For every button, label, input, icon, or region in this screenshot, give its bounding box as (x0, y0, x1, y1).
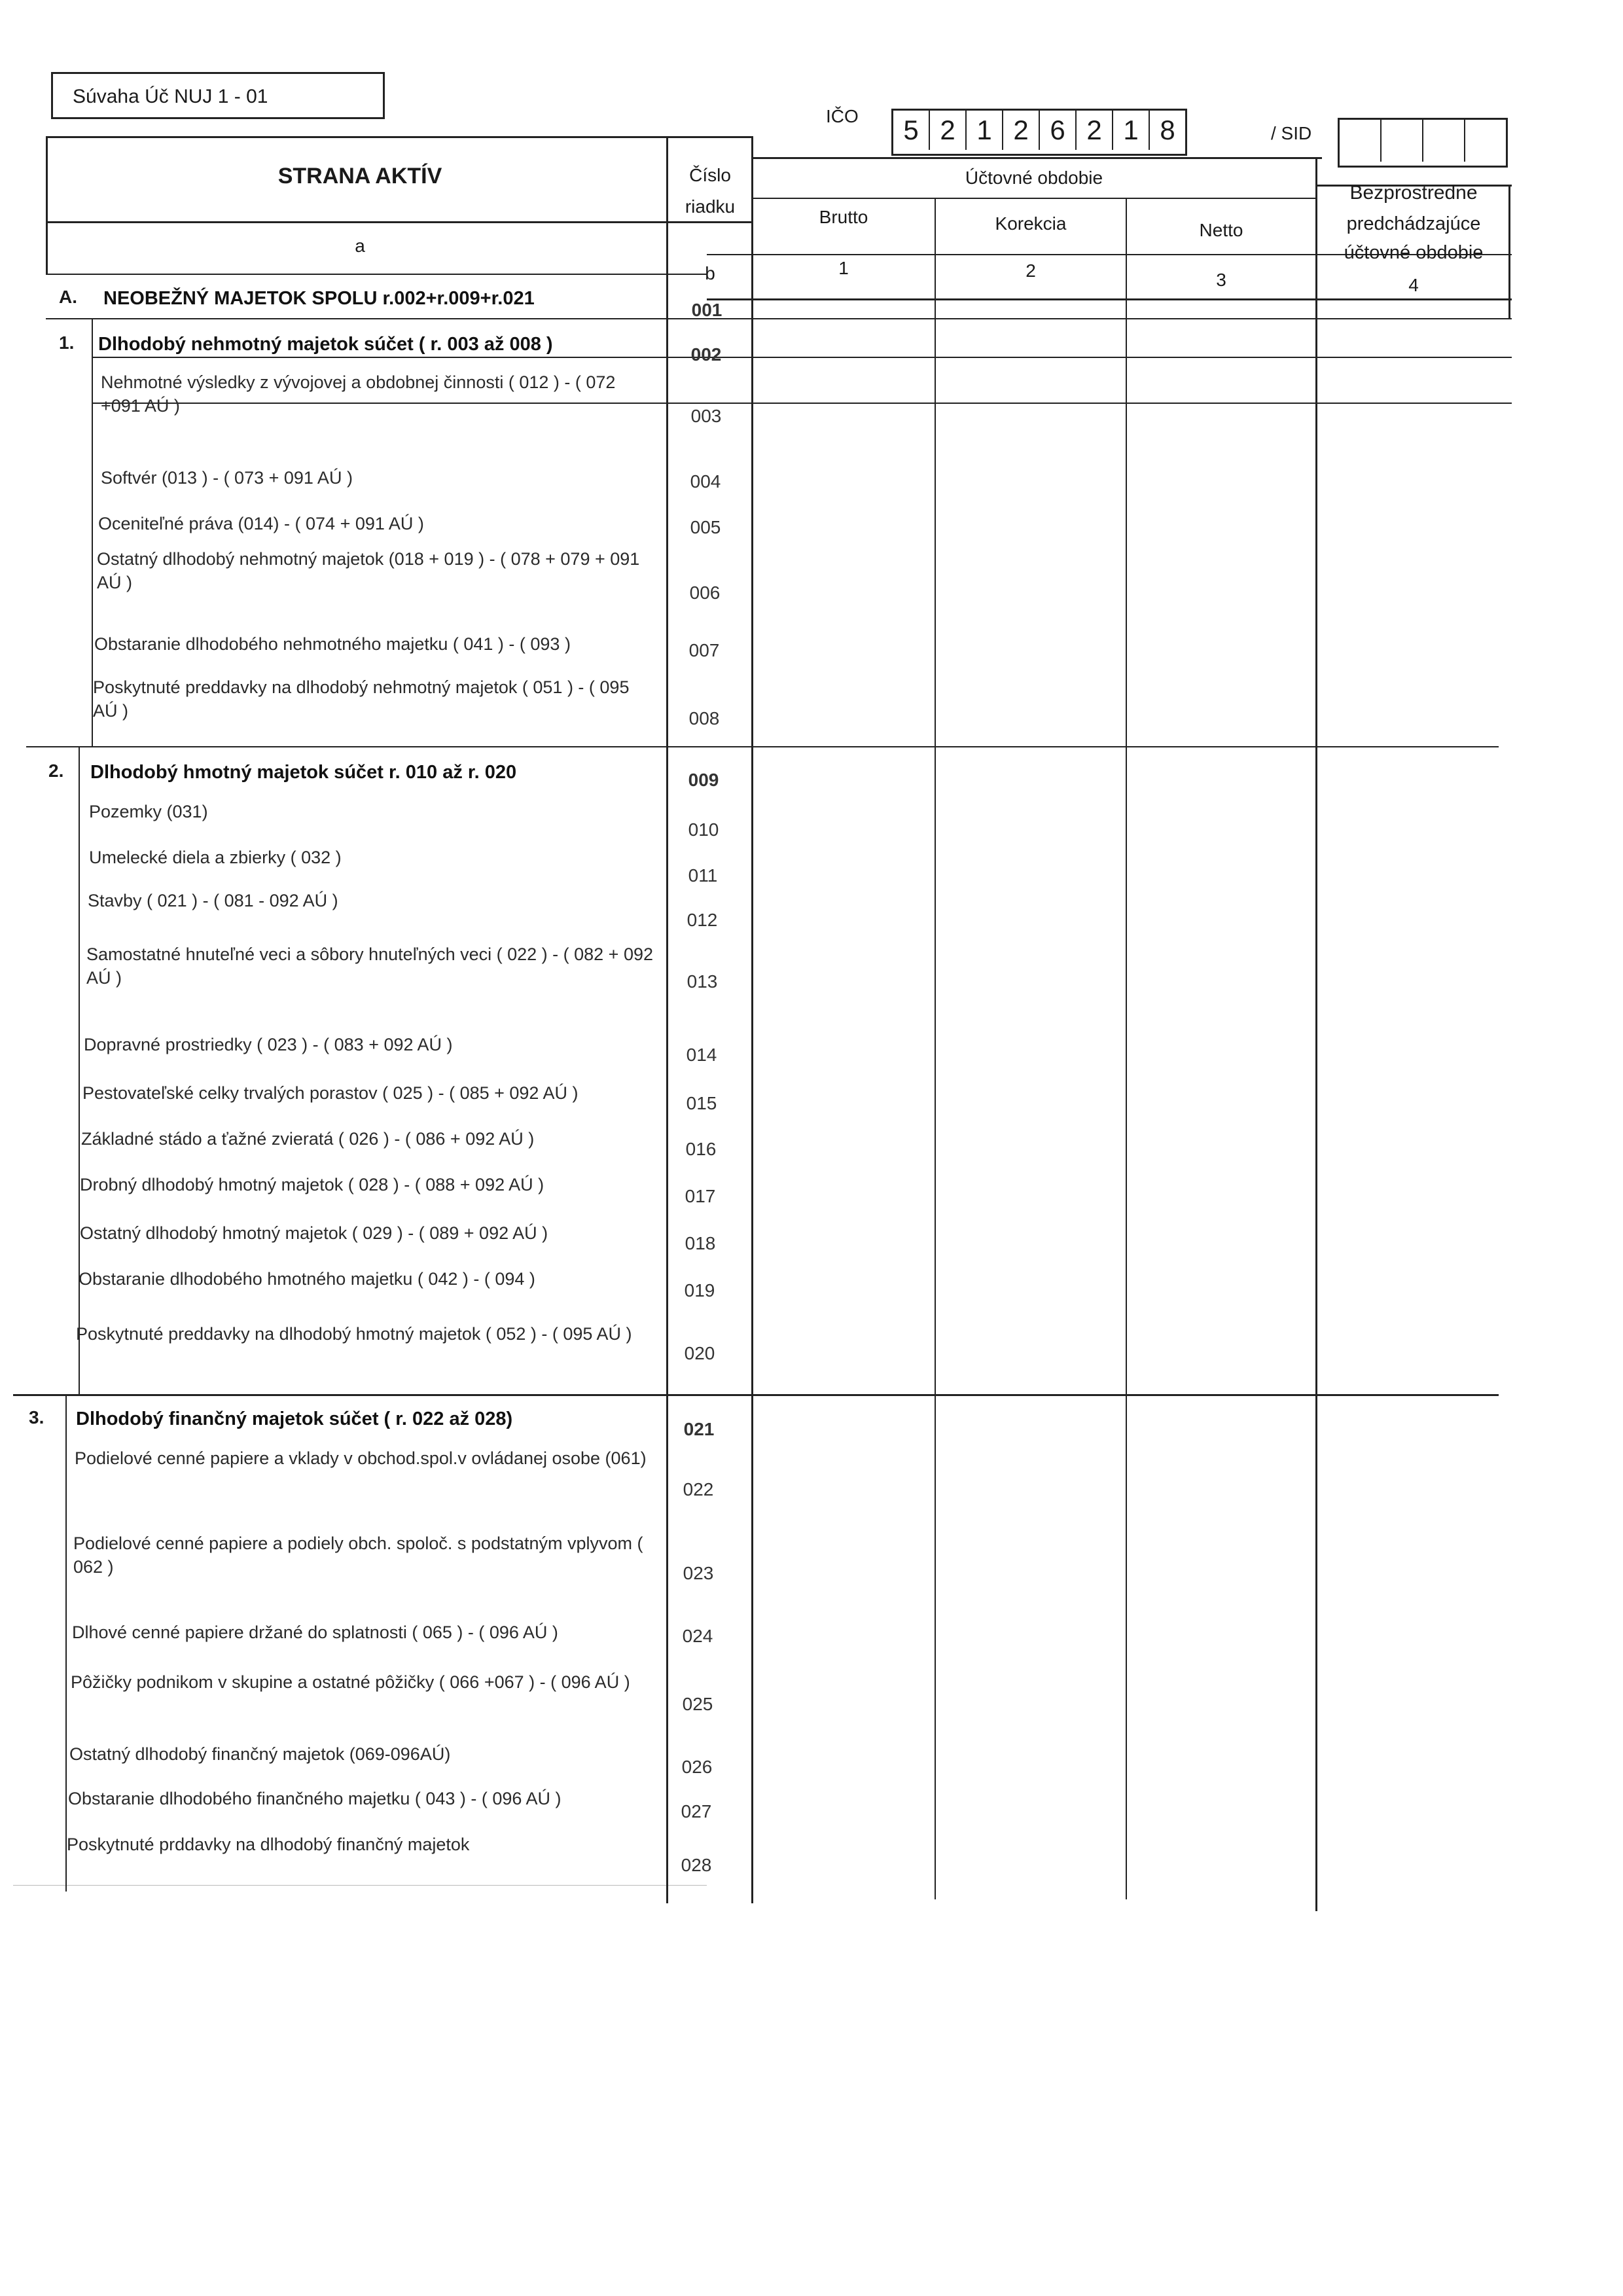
row-label: Poskytnuté prddavky na dlhodobý finančný majetok (67, 1835, 470, 1854)
row-label: Samostatné hnuteľné veci a sôbory hnuteľných veci ( 022 ) - ( 082 + 092 AÚ ) (86, 944, 654, 988)
row-number: 017 (685, 1186, 716, 1206)
row-label: Základné stádo a ťažné zvieratá ( 026 ) - ( 086 + 092 AÚ ) (81, 1129, 535, 1149)
ico-digit-box[interactable]: 1 (967, 111, 1003, 150)
row-number: 003 (690, 406, 722, 426)
row-label: Obstaranie dlhodobého nehmotného majetku ( 041 ) - ( 093 ) (94, 634, 571, 654)
row-label: NEOBEŽNÝ MAJETOK SPOLU r.002+r.009+r.021 (103, 288, 535, 309)
column-a-label: a (355, 236, 365, 256)
row-label: Stavby ( 021 ) - ( 081 - 092 AÚ ) (88, 891, 338, 910)
sid-label: / SID (1271, 123, 1312, 143)
ico-digit-box[interactable]: 2 (1077, 111, 1113, 150)
column-3-index: 3 (1216, 270, 1226, 290)
row-number: 026 (681, 1757, 713, 1777)
row-label: Poskytnuté preddavky na dlhodobý nehmotný majetok ( 051 ) - ( 095 AÚ ) (93, 677, 630, 721)
ico-digit-box[interactable]: 2 (1003, 111, 1040, 150)
row-number: 014 (686, 1045, 717, 1065)
row-number: 025 (682, 1694, 713, 1714)
row-number: 016 (685, 1139, 717, 1159)
row-label: Obstaranie dlhodobého hmotného majetku ( 042 ) - ( 094 ) (79, 1269, 535, 1289)
netto-header: Netto (1199, 220, 1243, 240)
row-number: 002 (690, 344, 722, 365)
sid-box[interactable] (1465, 120, 1506, 162)
row-label: Ostatný dlhodobý finančný majetok (069-096AÚ) (69, 1744, 451, 1764)
row-label: Ostatný dlhodobý hmotný majetok ( 029 ) - ( 089 + 092 AÚ ) (80, 1223, 548, 1243)
form-identifier: Súvaha Úč NUJ 1 - 01 (51, 72, 385, 119)
row-label: Softvér (013 ) - ( 073 + 091 AÚ ) (101, 468, 353, 488)
row-number: 007 (688, 640, 720, 660)
sid-box[interactable] (1382, 120, 1423, 162)
column-number-title-2: riadku (685, 196, 736, 217)
row-label: Umelecké diela a zbierky ( 032 ) (89, 848, 342, 867)
row-number: 018 (685, 1233, 716, 1253)
row-code: 3. (29, 1407, 45, 1427)
row-label: Pestovateľské celky trvalých porastov ( 025 ) - ( 085 + 092 AÚ ) (82, 1083, 579, 1103)
row-label: Drobný dlhodobý hmotný majetok ( 028 ) - ( 088 + 092 AÚ ) (80, 1175, 544, 1194)
row-label: Dlhodobý finančný majetok súčet ( r. 022 až 028) (76, 1408, 513, 1429)
korekcia-header: Korekcia (995, 213, 1067, 234)
row-number: 028 (681, 1855, 712, 1875)
row-number: 013 (687, 971, 718, 992)
ico-digit-box[interactable]: 6 (1040, 111, 1077, 150)
column-2-index: 2 (1026, 260, 1036, 281)
row-code: 2. (48, 761, 64, 781)
ico-digit-box[interactable]: 2 (930, 111, 967, 150)
row-label: Pôžičky podnikom v skupine a ostatné pôžičky ( 066 +067 ) - ( 096 AÚ ) (71, 1672, 630, 1692)
row-number: 021 (683, 1419, 715, 1439)
sid-box[interactable] (1423, 120, 1465, 162)
sid-boxes (1338, 118, 1508, 168)
prev-period-header-2: predchádzajúce (1346, 213, 1481, 234)
row-number: 012 (687, 910, 718, 930)
row-number: 024 (682, 1626, 713, 1646)
row-number: 022 (683, 1479, 714, 1499)
row-label: Podielové cenné papiere a podiely obch. spoloč. s podstatným vplyvom ( 062 ) (73, 1534, 643, 1577)
row-label: Dlhové cenné papiere držané do splatnosti ( 065 ) - ( 096 AÚ ) (72, 1623, 558, 1642)
ico-digit-box[interactable]: 5 (893, 111, 930, 150)
period-title: Účtovné obdobie (965, 168, 1103, 188)
row-number: 001 (691, 300, 722, 320)
row-label: Nehmotné výsledky z vývojovej a obdobnej činnosti ( 012 ) - ( 072 +091 AÚ ) (101, 372, 616, 416)
row-number: 020 (684, 1343, 715, 1363)
row-label: Ostatný dlhodobý nehmotný majetok (018 + 019 ) - ( 078 + 079 + 091 AÚ ) (97, 549, 640, 592)
ico-digit-box[interactable]: 1 (1113, 111, 1150, 150)
row-code: A. (59, 287, 77, 307)
row-label: Dlhodobý nehmotný majetok súčet ( r. 003 až 008 ) (98, 334, 553, 355)
row-number: 006 (689, 583, 721, 603)
column-b-label: b (705, 263, 715, 283)
row-label: Dlhodobý hmotný majetok súčet r. 010 až r. 020 (90, 762, 517, 783)
ico-label: IČO (826, 106, 859, 126)
row-number: 023 (683, 1563, 714, 1583)
ico-digit-box[interactable]: 8 (1160, 115, 1175, 145)
row-number: 027 (681, 1801, 712, 1821)
row-number: 005 (690, 517, 721, 537)
column-4-index: 4 (1408, 275, 1419, 295)
row-number: 019 (684, 1280, 715, 1300)
column-number-title-1: Číslo (689, 165, 731, 185)
brutto-header: Brutto (819, 207, 868, 227)
row-label: Pozemky (031) (89, 802, 208, 821)
row-label: Obstaranie dlhodobého finančného majetku ( 043 ) - ( 096 AÚ ) (68, 1789, 562, 1808)
row-number: 011 (688, 865, 718, 886)
row-label: Oceniteľné práva (014) - ( 074 + 091 AÚ ) (98, 514, 424, 533)
row-number: 015 (686, 1093, 717, 1113)
column-1-index: 1 (838, 258, 849, 278)
row-label: Dopravné prostriedky ( 023 ) - ( 083 + 092 AÚ ) (84, 1035, 453, 1054)
row-code: 1. (59, 332, 75, 353)
row-label: Poskytnuté preddavky na dlhodobý hmotný majetok ( 052 ) - ( 095 AÚ ) (76, 1324, 632, 1344)
row-number: 008 (688, 708, 720, 728)
prev-period-header-3: účtovné obdobie (1344, 242, 1484, 263)
row-number: 009 (688, 770, 719, 790)
ico-boxes (891, 109, 1187, 156)
section-title: STRANA AKTÍV (277, 164, 442, 188)
sid-box[interactable] (1340, 120, 1382, 162)
row-number: 010 (688, 819, 719, 840)
row-label: Podielové cenné papiere a vklady v obchod.spol.v ovládanej osobe (061) (75, 1448, 647, 1468)
row-number: 004 (690, 471, 721, 492)
prev-period-header-1: Bezprostredne (1349, 182, 1478, 204)
